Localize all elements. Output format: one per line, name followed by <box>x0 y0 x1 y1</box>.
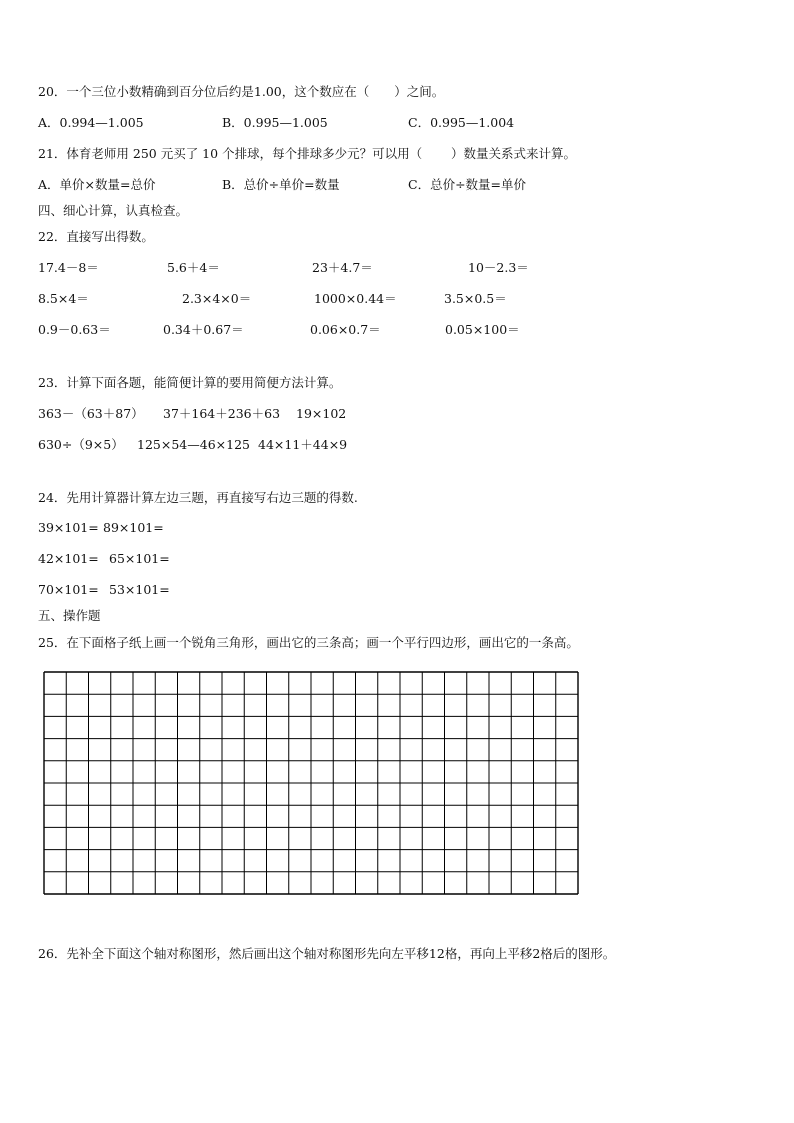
q22-expr: 2.3×4×0＝ <box>182 291 252 306</box>
q24-expr: 39×101= <box>38 520 99 535</box>
section-heading-4: 四、细心计算，认真检查。 <box>38 203 189 218</box>
q22-expr: 17.4－8＝ <box>38 260 99 275</box>
q25-stem: 25．在下面格子纸上画一个锐角三角形，画出它的三条高；画一个平行四边形，画出它的一条高。 <box>38 635 579 650</box>
q23-expr: 19×102 <box>296 406 347 421</box>
q20-option-b: B．0.995—1.005 <box>222 115 328 130</box>
q20-option-a: A．0.994—1.005 <box>38 115 144 130</box>
section-heading-5: 五、操作题 <box>38 608 101 623</box>
q20-stem: 20．一个三位小数精确到百分位后约是1.00，这个数应在（ ）之间。 <box>38 84 445 99</box>
q22-expr: 3.5×0.5＝ <box>444 291 507 306</box>
q22-expr: 5.6＋4＝ <box>167 260 220 275</box>
q22-expr: 10－2.3＝ <box>468 260 529 275</box>
q22-expr: 0.9－0.63＝ <box>38 322 111 337</box>
q26-stem: 26．先补全下面这个轴对称图形，然后画出这个轴对称图形先向左平移12格，再向上平移2格后的图形。 <box>38 946 616 961</box>
q20-option-c: C．0.995—1.004 <box>408 115 515 130</box>
q23-stem: 23．计算下面各题，能简便计算的要用简便方法计算。 <box>38 375 342 390</box>
q24-stem: 24．先用计算器计算左边三题，再直接写右边三题的得数. <box>38 490 358 505</box>
q23-expr: 363－（63＋87） <box>38 406 144 421</box>
q22-expr: 8.5×4＝ <box>38 291 89 306</box>
q23-expr: 44×11＋44×9 <box>258 437 348 452</box>
q24-expr: 53×101= <box>109 582 170 597</box>
q21-option-c: C．总价÷数量=单价 <box>408 177 527 192</box>
q24-expr: 89×101= <box>103 520 164 535</box>
q24-expr: 65×101= <box>109 551 170 566</box>
q22-expr: 1000×0.44＝ <box>314 291 397 306</box>
q23-expr: 37＋164＋236＋63 <box>163 406 281 421</box>
q22-stem: 22．直接写出得数。 <box>38 229 154 244</box>
q23-expr: 125×54—46×125 <box>137 437 250 452</box>
q22-expr: 0.06×0.7＝ <box>310 322 381 337</box>
q23-expr: 630÷（9×5） <box>38 437 124 452</box>
q24-expr: 70×101= <box>38 582 99 597</box>
q21-option-b: B．总价÷单价=数量 <box>222 177 340 192</box>
q22-expr: 23＋4.7＝ <box>312 260 373 275</box>
q24-expr: 42×101= <box>38 551 99 566</box>
q21-stem: 21．体育老师用 250 元买了 10 个排球，每个排球多少元？可以用（ ）数量关系式来计算。 <box>38 146 577 161</box>
q22-expr: 0.05×100＝ <box>445 322 520 337</box>
q22-expr: 0.34＋0.67＝ <box>163 322 244 337</box>
q21-option-a: A．单价×数量=总价 <box>38 177 156 192</box>
graph-paper-grid[interactable] <box>43 671 579 895</box>
